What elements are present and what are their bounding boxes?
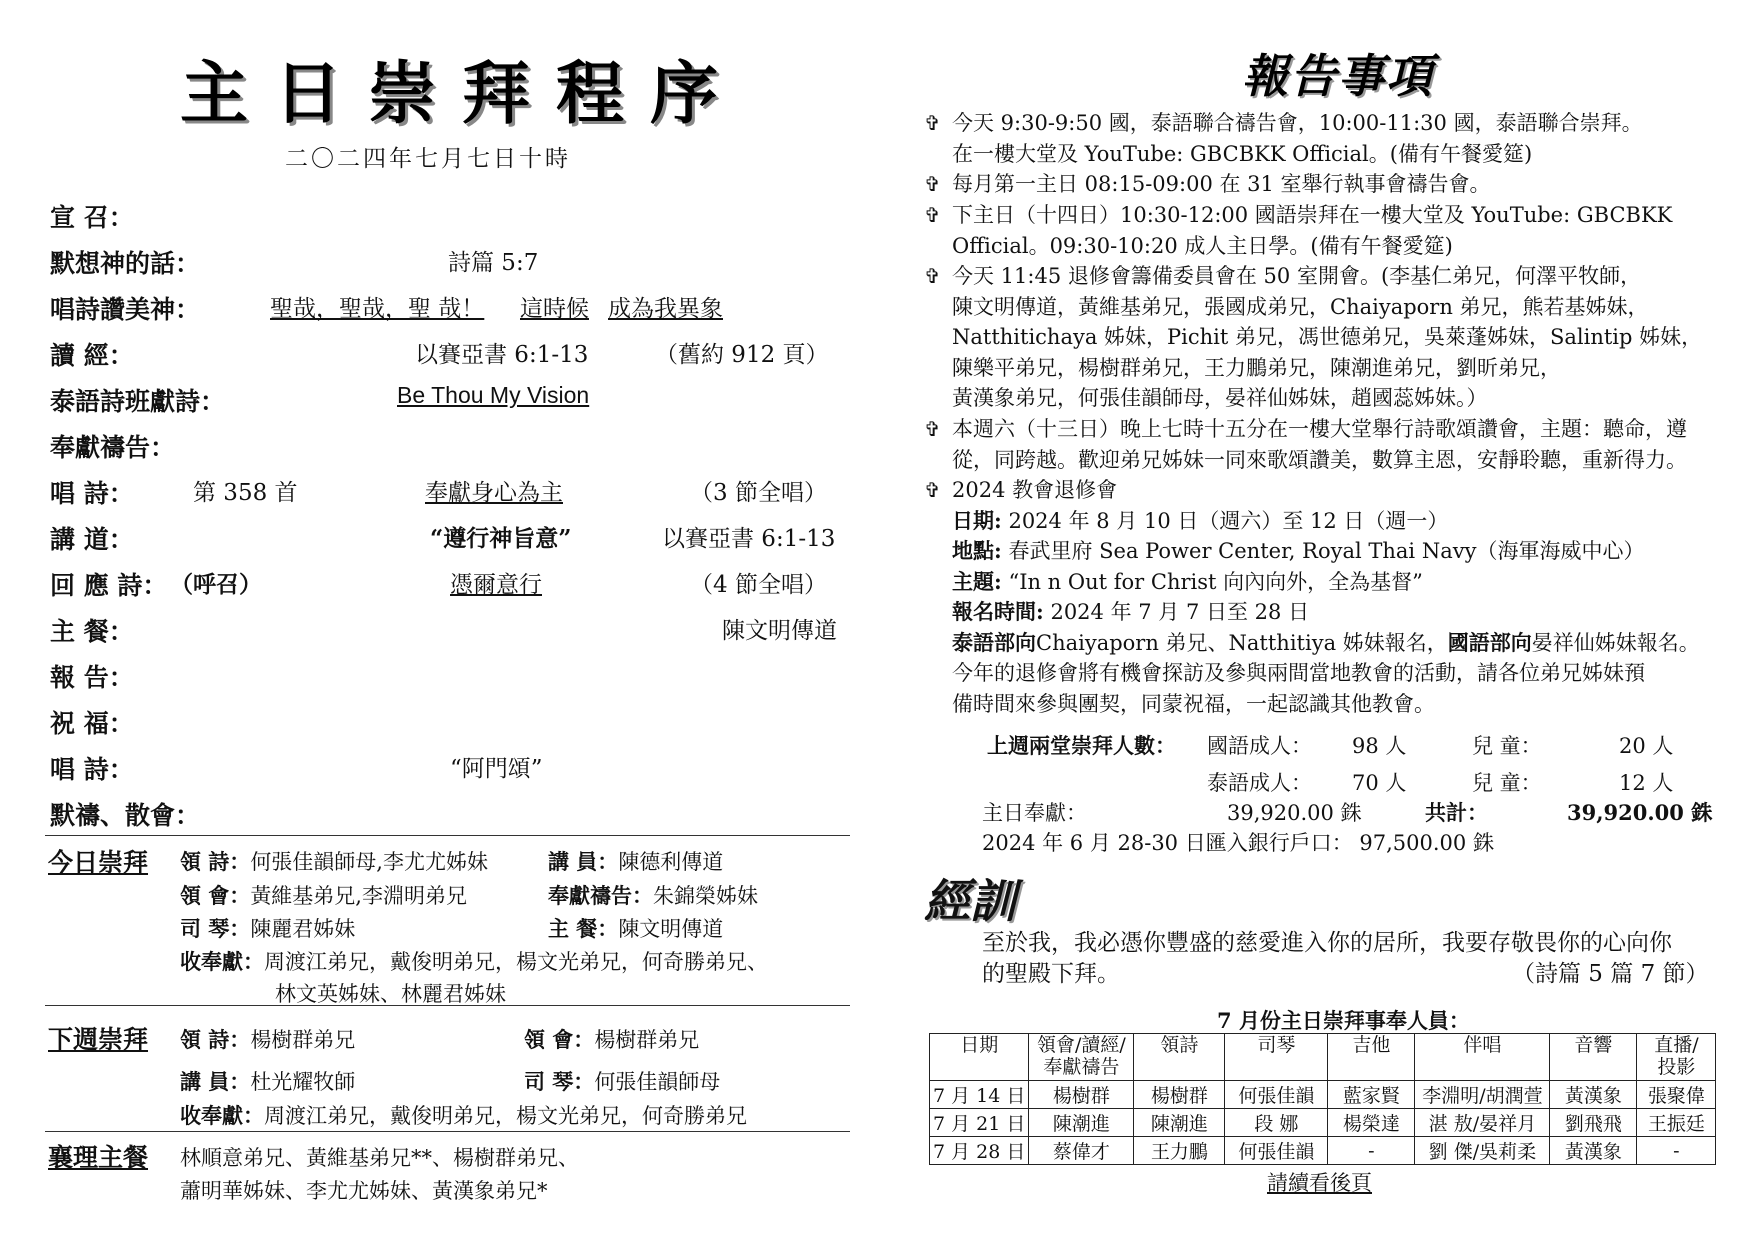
next-lead-song: 領 詩：楊樹群弟兄 — [180, 1027, 356, 1052]
order-label: 宣 召： — [50, 203, 134, 232]
today-offering-collectors-cont: 林文英姊妹、林麗君姊妹 — [275, 982, 506, 1006]
roster-title: 7 月份主日崇拜事奉人員： — [1217, 1008, 1470, 1033]
order-label: 讀 經： — [50, 341, 134, 370]
divider — [45, 1005, 850, 1006]
today-offering-collectors: 收奉獻：周渡江弟兄，戴俊明弟兄，楊文光弟兄，何奇勝弟兄、 — [180, 949, 768, 974]
sermon-title: “遵行神旨意” — [430, 525, 572, 552]
retreat-date: 日期: 2024 年 8 月 10 日（週六）至 12 日（週一） — [952, 507, 1449, 533]
order-row-communion — [50, 612, 850, 652]
today-piano: 司 琴：陳麗君姊妹 — [180, 916, 356, 941]
thai-adult-count: 70 人 — [1352, 771, 1407, 795]
roster-cell: 陳潮進 — [1134, 1109, 1225, 1137]
order-row-praise — [50, 290, 850, 330]
order-row-thai-choir — [50, 382, 850, 422]
order-label: 講 道： — [50, 525, 134, 554]
verse-note: （3 節全唱） — [690, 480, 827, 506]
order-row-offering-prayer — [50, 428, 850, 468]
worship-order-page — [0, 0, 877, 1241]
roster-cell: 王力鵬 — [1134, 1137, 1225, 1165]
roster-cell: 劉飛飛 — [1550, 1109, 1637, 1137]
next-speaker: 講 員：杜光耀牧師 — [180, 1069, 356, 1094]
roster-cell: 湛 敖/晏祥月 — [1415, 1109, 1550, 1137]
order-label: 奉獻禱告： — [50, 433, 176, 462]
today-worship-heading: 今日崇拜 — [48, 848, 149, 877]
retreat-place: 地點: 春武里府 Sea Power Center, Royal Thai Navy（海軍海威中心） — [952, 538, 1645, 563]
bank-deposit: 2024 年 6 月 28-30 日匯入銀行戶口： 97,500.00 銖 — [982, 831, 1494, 855]
roster-cell: 陳潮進 — [1029, 1109, 1134, 1137]
today-speaker: 講 員：陳德利傳道 — [548, 849, 724, 874]
roster-cell: 7 月 21 日 — [930, 1109, 1029, 1137]
offering-label: 主日奉獻： — [982, 801, 1087, 825]
next-offering-collectors: 收奉獻：周渡江弟兄，戴俊明弟兄，楊文光弟兄，何奇勝弟兄 — [180, 1103, 747, 1128]
order-label: 唱 詩： — [50, 479, 134, 508]
table-row — [930, 1137, 1716, 1165]
retreat-announcement: ✞ 2024 教會退修會 日期: 2024 年 8 月 10 日（週六）至 12 日（週一） 地點: 春武里府 Sea Power Center, Royal Thai Navy（海軍海威中心） 主題: “In n Out for Christ 向內向外，全為基督” 報名時間: 2024 年 7 月 7 日至 28 日 泰語部向Chaiyaporn 弟兄、Natthitiya 姊妹報名，國語部向晏祥仙姊妹報名。 今年的退修會將有機會探訪及參與兩間當地教會的活動，請各位弟兄姊妹預 備時間來參與團契，同蒙祝福，一起認識其他教會。 — [952, 475, 1712, 719]
roster-cell: 7 月 28 日 — [930, 1137, 1029, 1165]
mandarin-adult-label: 國語成人： — [1207, 734, 1312, 758]
order-row-benediction — [50, 704, 850, 744]
order-label: 默禱、散會： — [50, 801, 201, 830]
order-row-response — [50, 566, 850, 606]
roster-cell: 楊樹群 — [1134, 1081, 1225, 1109]
retreat-contacts: 泰語部向Chaiyaporn 弟兄、Natthitiya 姊妹報名，國語部向晏祥仙姊妹報名。 — [952, 629, 1700, 655]
roster-cell: 藍家賢 — [1328, 1081, 1415, 1109]
cross-icon: ✞ — [924, 111, 941, 135]
announcements-page — [877, 0, 1755, 1241]
divider — [45, 835, 850, 836]
roster-table — [929, 1033, 1716, 1165]
today-lead-song: 領 詩：何張佳韻師母,李尤尤姊妹 — [180, 849, 488, 874]
roster-cell: 7 月 14 日 — [930, 1081, 1029, 1109]
roster-cell: 李淵明/胡潤萱 — [1415, 1081, 1550, 1109]
announcement-item: ✞ 每月第一主日 08:15-09:00 在 31 室舉行執事會禱告會。 — [952, 169, 1712, 200]
announcement-item: ✞ 今天 9:30-9:50 國，泰語聯合禱告會，10:00-11:30 國，泰語聯合崇拜。 在一樓大堂及 YouTube: GBCBKK Official。(備有午餐愛筵) — [952, 108, 1712, 169]
thai-child-label: 兒 童： — [1472, 771, 1542, 795]
table-row — [930, 1109, 1716, 1137]
attendance-label: 上週兩堂崇拜人數： — [987, 733, 1176, 758]
hymn-title: 這時候 — [520, 296, 589, 322]
offering-amount: 39,920.00 銖 — [1227, 801, 1362, 825]
roster-cell: 黃漢象 — [1550, 1081, 1637, 1109]
order-row-reading — [50, 336, 850, 376]
today-lead: 領 會：黃維基弟兄,李淵明弟兄 — [180, 883, 467, 908]
order-label: 泰語詩班獻詩： — [50, 387, 226, 416]
officiant: 陳文明傳道 — [722, 618, 837, 644]
roster-header-cell: 司琴 — [1225, 1034, 1328, 1081]
order-label: 唱 詩： — [50, 755, 134, 784]
hymn-title: 憑爾意行 — [450, 572, 542, 598]
order-label: 主 餐： — [50, 617, 134, 646]
mandarin-child-count: 20 人 — [1619, 734, 1674, 758]
roster-header-cell: 日期 — [930, 1034, 1029, 1081]
hymn-title: 聖哉，聖哉，聖 哉！ — [270, 296, 485, 322]
retreat-theme: 主題: “In n Out for Christ 向內向外，全為基督” — [952, 568, 1423, 594]
roster-cell: 楊樹群 — [1029, 1081, 1134, 1109]
roster-cell: 黃漢象 — [1550, 1137, 1637, 1165]
roster-cell: 段 娜 — [1225, 1109, 1328, 1137]
order-row-announcements — [50, 658, 850, 698]
roster-cell: 劉 傑/吳莉柔 — [1415, 1137, 1550, 1165]
next-lead: 領 會：楊樹群弟兄 — [524, 1027, 700, 1052]
mandarin-child-label: 兒 童： — [1472, 734, 1542, 758]
scripture-ref: 以賽亞書 6:1-13 — [415, 342, 589, 368]
cross-icon: ✞ — [924, 203, 941, 227]
continue-note: 請續看後頁 — [1267, 1171, 1372, 1195]
roster-cell: 王振廷 — [1637, 1109, 1716, 1137]
hymn-title: 奉獻身心為主 — [425, 480, 563, 506]
announcements-title: 報告事項 — [1242, 49, 1434, 103]
announcement-item: ✞ 下主日（十四日）10:30-12:00 國語崇拜在一樓大堂及 YouTube: GBCBKK Official。09:30-10:20 成人主日學。(備有午餐愛筵) — [952, 200, 1712, 261]
order-row-call — [50, 198, 850, 238]
today-communion: 主 餐：陳文明傳道 — [548, 916, 724, 941]
hymn-title: “阿門頌” — [450, 756, 543, 782]
cross-icon: ✞ — [924, 264, 941, 288]
choir-song: Be Thou My Vision — [397, 382, 590, 408]
mandarin-adult-count: 98 人 — [1352, 734, 1407, 758]
verse-title: 經訓 — [924, 874, 1016, 928]
page-title: 主日崇拜程序 — [180, 54, 745, 134]
call-note: （呼召） — [170, 571, 262, 598]
cross-icon: ✞ — [924, 478, 941, 502]
roster-cell: - — [1637, 1137, 1716, 1165]
roster-cell: 何張佳韻 — [1225, 1081, 1328, 1109]
next-worship-heading: 下週崇拜 — [48, 1025, 149, 1054]
total-amount: 39,920.00 銖 — [1567, 800, 1713, 825]
order-label: 唱詩讚美神： — [50, 295, 201, 324]
verse-reference: （詩篇 5 篇 7 節） — [1512, 961, 1709, 987]
announcement-item: ✞ 今天 11:45 退修會籌備委員會在 50 室開會。(李基仁弟兄，何澤平牧師， 陳文明傳道，黃維基弟兄，張國成弟兄，Chaiyaporn 弟兄，熊若基姊妹， Natthitichaya 姊妹，Pichit 弟兄，馮世德弟兄，吳萊蓬姊妹，Salintip 姊妹， 陳樂平弟兄，楊樹群弟兄，王力鵬弟兄，陳潮進弟兄，劉昕弟兄， 黃漢象弟兄，何張佳韻師母，晏祥仙姊妹，趙國蕊姊妹。） — [952, 261, 1712, 414]
order-label: 報 告： — [50, 663, 134, 692]
thai-adult-label: 泰語成人： — [1207, 771, 1312, 795]
retreat-title: 2024 教會退修會 — [952, 478, 1118, 502]
order-row-meditation — [50, 244, 850, 284]
communion-helpers-line: 林順意弟兄、黃維基弟兄**、楊樹群弟兄、 — [180, 1146, 579, 1170]
order-label: 默想神的話： — [50, 249, 201, 278]
verse-note: （4 節全唱） — [690, 572, 827, 598]
retreat-registration: 報名時間: 2024 年 7 月 7 日至 28 日 — [952, 599, 1310, 624]
next-piano: 司 琴：何張佳韻師母 — [524, 1069, 721, 1094]
communion-helpers-heading: 襄理主餐 — [48, 1143, 149, 1172]
order-label: 祝 福： — [50, 709, 134, 738]
order-row-sermon — [50, 520, 850, 560]
roster-header-cell: 伴唱 — [1415, 1034, 1550, 1081]
roster-header-cell: 直播/ 投影 — [1637, 1034, 1716, 1081]
roster-cell: 楊榮達 — [1328, 1109, 1415, 1137]
scripture-ref: 詩篇 5:7 — [448, 250, 539, 276]
hymn-title: 成為我異象 — [608, 296, 723, 322]
scripture-ref: 以賽亞書 6:1-13 — [662, 526, 836, 552]
roster-cell: 何張佳韻 — [1225, 1137, 1328, 1165]
roster-header-row — [930, 1034, 1716, 1081]
communion-helpers-line: 蕭明華姊妹、李尤尤姊妹、黃漢象弟兄* — [180, 1179, 548, 1203]
roster-header-cell: 領會/讀經/ 奉獻禱告 — [1029, 1034, 1134, 1081]
roster-header-cell: 音響 — [1550, 1034, 1637, 1081]
order-label: 回 應 詩： — [50, 571, 168, 600]
order-row-closing-hymn — [50, 750, 850, 790]
roster-cell: 蔡偉才 — [1029, 1137, 1134, 1165]
roster-header-cell: 領詩 — [1134, 1034, 1225, 1081]
page-ref: （舊約 912 頁） — [655, 342, 829, 368]
announcement-item: ✞ 本週六（十三日）晚上七時十五分在一樓大堂舉行詩歌頌讚會，主題：聽命，遵 從，同跨越。歡迎弟兄姊妹一同來歌頌讚美，數算主恩，安靜聆聽，重新得力。 — [952, 414, 1712, 475]
verse-text: 至於我，我必憑你豐盛的慈愛進入你的居所，我要存敬畏你的心向你 的聖殿下拜。 （詩篇 5 篇 7 節） — [982, 928, 1742, 990]
hymn-number: 第 358 首 — [193, 480, 298, 506]
service-date: 二〇二四年七月七日十時 — [285, 146, 571, 172]
today-offering-prayer: 奉獻禱告：朱錦榮姊妹 — [548, 883, 758, 908]
order-row-dismissal — [50, 796, 850, 836]
total-label: 共計： — [1425, 800, 1488, 825]
roster-cell: - — [1328, 1137, 1415, 1165]
roster-header-cell: 吉他 — [1328, 1034, 1415, 1081]
cross-icon: ✞ — [924, 172, 941, 196]
thai-child-count: 12 人 — [1619, 771, 1674, 795]
table-row — [930, 1081, 1716, 1109]
roster-cell: 張聚偉 — [1637, 1081, 1716, 1109]
cross-icon: ✞ — [924, 417, 941, 441]
divider — [45, 1131, 850, 1132]
order-row-hymn — [50, 474, 850, 514]
